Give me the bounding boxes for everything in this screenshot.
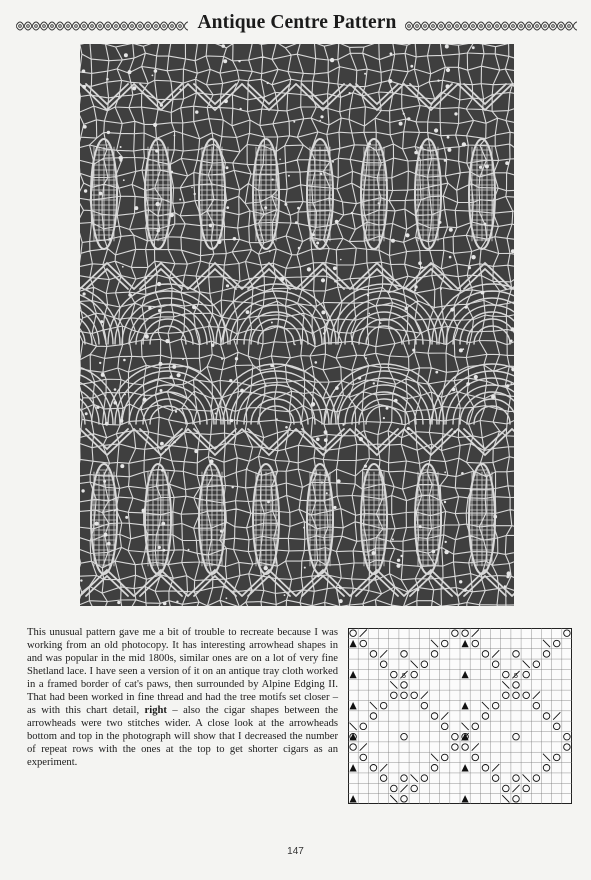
lace-photograph — [80, 44, 514, 606]
lace-pattern-image — [80, 44, 514, 606]
description-text-1: This unusual pattern gave me a bit of trouble to recreate because I was working from an old photocopy. It has interesting arrowhead shapes in and was popular in the mid 1800s, similar ones are on a lot of very fine Shetland lace. I have seen a version of it on an antique tray cloth worked in a framed border of cat's paws, then surrounded by Alpine Edging II. That had been worked in fine thread and had the tree motifs set closer – as with this chart detail, — [27, 627, 338, 716]
description-emphasis: right — [144, 705, 167, 716]
svg-text:5: 5 — [402, 672, 406, 680]
svg-text:5: 5 — [514, 672, 518, 680]
description-text-2: – also the cigar shapes between the arrowheads were two stitches wider. A close look at the arrowheads bottom and top in the photograph will show that I decreased the number of repeat rows with the ones at the top to get shorter cigars as an experiment. — [27, 705, 338, 768]
pattern-description — [27, 626, 338, 769]
page-title: Antique Centre Pattern — [197, 12, 397, 33]
decorative-border-right — [405, 14, 577, 38]
decorative-border-left — [16, 14, 188, 38]
knitting-chart — [348, 628, 572, 804]
page-number: 147 — [287, 846, 304, 857]
page-header — [0, 6, 591, 40]
